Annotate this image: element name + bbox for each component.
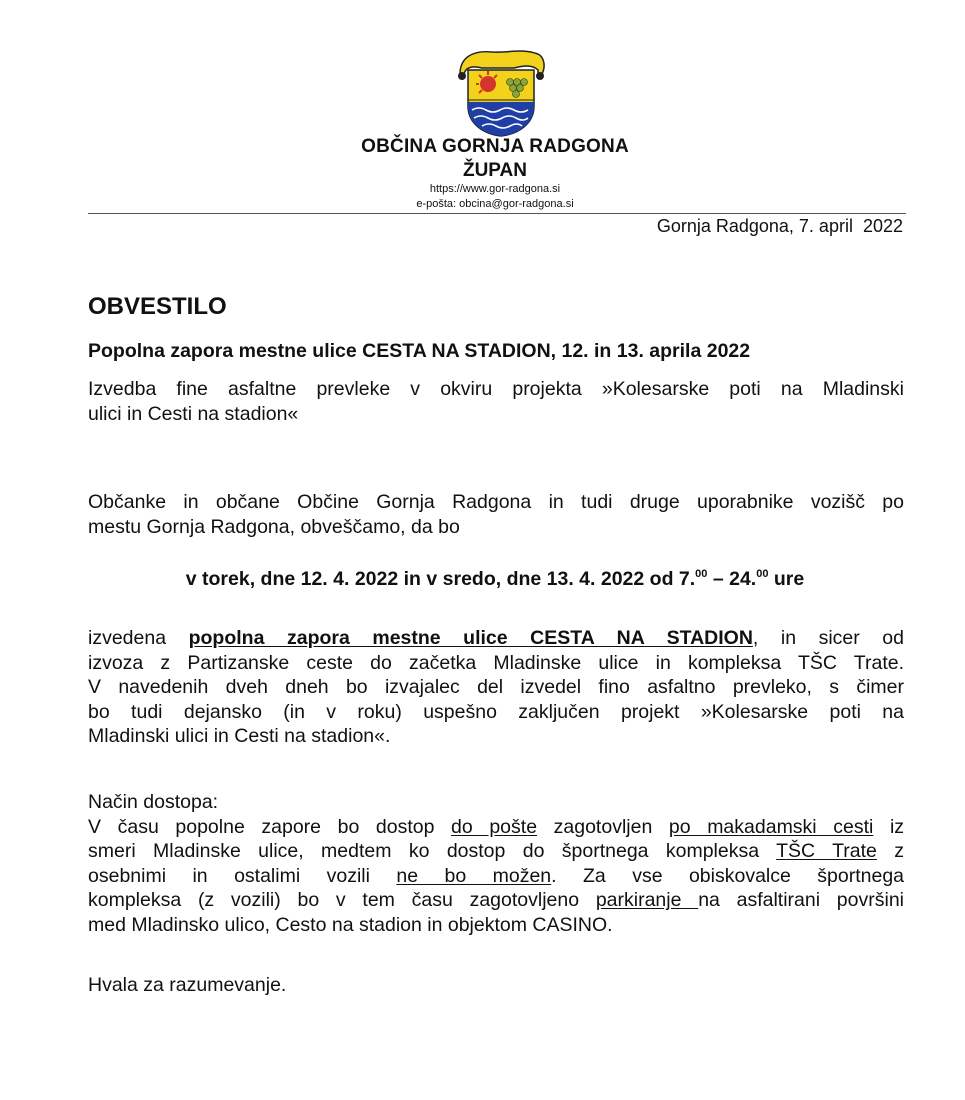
document-date: Gornja Radgona, 7. april 2022	[656, 216, 903, 236]
closure-paragraph	[88, 626, 904, 749]
intro-line: Izvedba fine asfaltne prevleke v okviru projekta »Kolesarske poti na Mladinski	[88, 378, 904, 400]
closure-date-main: v torek, dne 12. 4. 2022 in v sredo, dne 13. 4. 2022 od 7.	[185, 568, 696, 590]
email-contact[interactable]: e-pošta: obcina@gor-radgona.si	[416, 198, 574, 210]
access-line: V času popolne zapore bo dostop do pošte zagotovljen po makadamski cesti iz	[88, 815, 905, 838]
address-paragraph	[88, 490, 904, 539]
access-paragraph	[88, 790, 904, 937]
closing-thanks: Hvala za razumevanje.	[88, 974, 287, 996]
access-title: Način dostopa:	[88, 791, 219, 813]
access-line: smeri Mladinske ulice, medtem ko dostop do športnega kompleksa TŠC Trate z	[88, 840, 905, 862]
organization-office: ŽUPAN	[462, 160, 528, 181]
closure-date	[0, 568, 965, 591]
closure-line: izvoza z Partizanske ceste do začetka Mladinske ulice in kompleksa TŠC Trate.	[88, 651, 904, 674]
notice-subheading: Popolna zapora mestne ulice CESTA NA STADION, 12. in 13. aprila 2022	[88, 340, 751, 362]
organization-name: OBČINA GORNJA RADGONA	[361, 136, 629, 157]
access-line: med Mladinsko ulico, Cesto na stadion in objektom CASINO.	[88, 913, 613, 936]
closure-line: bo tudi dejansko (in v roku) uspešno zaključen projekt »Kolesarske poti na	[88, 700, 904, 723]
address-line: Občanke in občane Občine Gornja Radgona in tudi druge uporabnike vozišč po	[88, 491, 904, 513]
access-line: kompleksa (z vozili) bo v tem času zagotovljeno parkiranje na asfaltirani površini	[88, 889, 904, 911]
closure-line: izvedena popolna zapora mestne ulice CESTA NA STADION, in sicer od	[88, 627, 905, 649]
access-line: osebnimi in ostalimi vozili ne bo možen. Za vse obiskovalce športnega	[88, 864, 905, 887]
notice-heading: OBVESTILO	[88, 293, 227, 320]
closure-date-dash: – 24.	[707, 568, 757, 590]
closure-line: V navedenih dveh dneh bo izvajalec del izvedel fino asfaltno prevleko, s čimer	[88, 676, 904, 698]
coat-of-arms-logo	[452, 44, 548, 140]
closure-date-tail: ure	[768, 568, 805, 590]
closure-start-minutes: 00	[695, 568, 708, 580]
website-link[interactable]: https://www.gor-radgona.si	[429, 183, 561, 195]
intro-line: ulici in Cesti na stadion«	[88, 402, 299, 425]
closure-line: Mladinski ulici in Cesti na stadion«.	[88, 725, 391, 747]
intro-paragraph	[88, 377, 904, 426]
closure-end-minutes: 00	[756, 568, 769, 580]
header-divider	[88, 213, 906, 214]
address-line: mestu Gornja Radgona, obveščamo, da bo	[88, 515, 460, 538]
